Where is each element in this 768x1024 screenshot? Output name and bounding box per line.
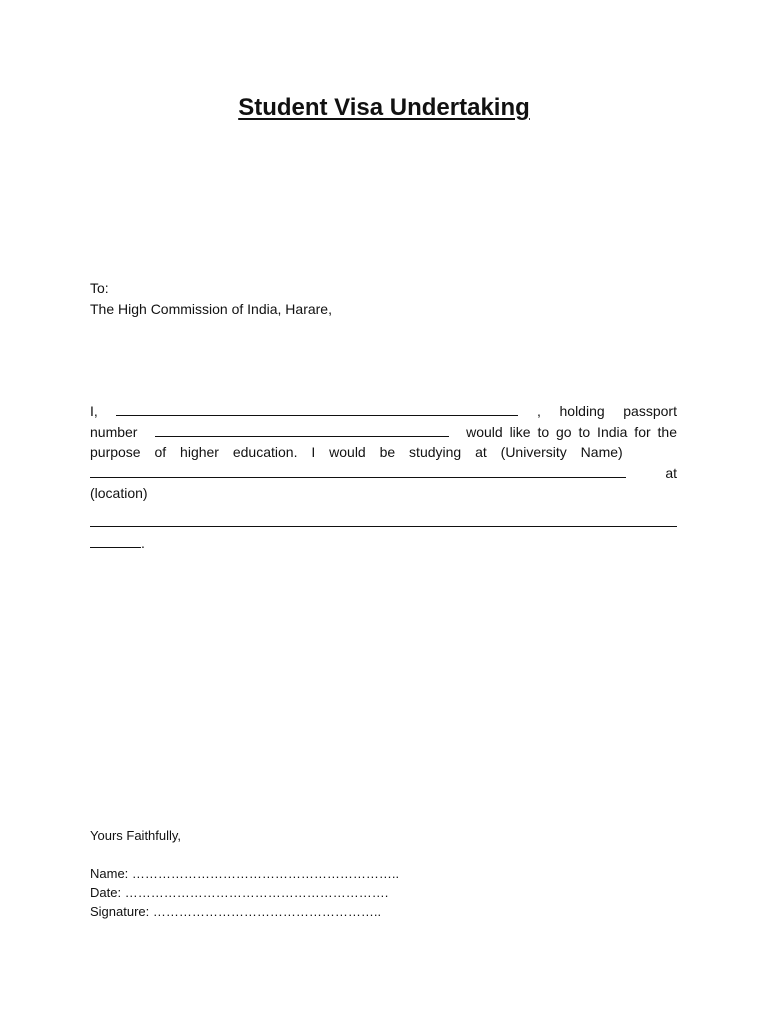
location-label: (location) xyxy=(90,485,148,501)
paragraph-line-2 xyxy=(90,422,677,443)
paragraph-line-7 xyxy=(90,533,677,554)
signature-row xyxy=(90,902,399,921)
university-intro-text: purpose of higher education. I would be studying at (University Name) xyxy=(90,444,623,460)
closing-block xyxy=(90,826,399,921)
salutation: Yours Faithfully, xyxy=(90,828,182,843)
number-text: number xyxy=(90,423,138,440)
period-text: . xyxy=(141,534,145,551)
location-blank[interactable] xyxy=(90,512,677,527)
name-row xyxy=(90,864,399,883)
to-label: To: xyxy=(90,280,109,296)
applicant-name-blank[interactable] xyxy=(116,401,518,416)
passport-number-blank[interactable] xyxy=(155,422,449,437)
university-name-blank[interactable] xyxy=(90,463,626,478)
paragraph-line-3 xyxy=(90,442,677,463)
signature-field[interactable]: …………………………………………….. xyxy=(152,904,382,919)
document-title: Student Visa Undertaking xyxy=(238,94,530,121)
holding-text: holding xyxy=(559,403,605,419)
undertaking-paragraph xyxy=(90,401,677,553)
date-label: Date: xyxy=(90,885,122,900)
addressee-block xyxy=(90,278,332,320)
addressee-name: The High Commission of India, Harare, xyxy=(90,301,332,317)
date-field[interactable]: ……………………………………………………. xyxy=(124,885,389,900)
pronoun-text: I, xyxy=(90,403,98,419)
paragraph-line-4 xyxy=(90,463,677,484)
paragraph-line-5 xyxy=(90,483,677,504)
location-blank-continued[interactable] xyxy=(90,533,141,548)
passport-text: passport xyxy=(623,403,677,419)
purpose-intro-text: would like to go to India for the xyxy=(466,423,677,440)
paragraph-line-1 xyxy=(90,401,677,422)
signature-label: Signature: xyxy=(90,904,150,919)
date-row xyxy=(90,883,399,902)
name-label: Name: xyxy=(90,866,129,881)
name-field[interactable]: …………………………………………………….. xyxy=(131,866,400,881)
at-text: at xyxy=(665,464,677,481)
comma-text: , xyxy=(537,403,541,419)
